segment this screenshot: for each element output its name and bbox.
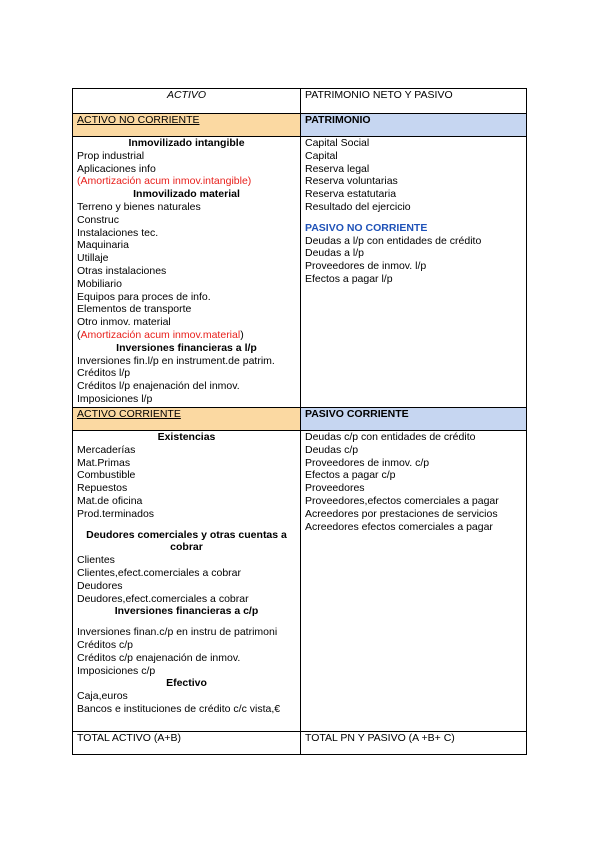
activo-corriente-heading: ACTIVO CORRIENTE [73, 408, 301, 431]
body-row-1 [73, 137, 527, 408]
list-item: Mat.de oficina [77, 494, 143, 507]
list-item: Efectos a pagar l/p [305, 272, 393, 285]
list-item: Mat.Primas [77, 456, 131, 469]
total-activo: TOTAL ACTIVO (A+B) [73, 732, 301, 755]
list-item: Créditos c/p [77, 638, 134, 651]
list-item: Inversiones fin.l/p en instrument.de patrim. [77, 354, 275, 367]
list-item: Bancos e instituciones de crédito c/c vista,€ [77, 702, 281, 715]
pasivo-corriente-heading: PASIVO CORRIENTE [301, 408, 527, 431]
amort-material: (Amortización acum inmov.material) [77, 328, 244, 341]
list-item: Créditos l/p [77, 367, 131, 380]
header-row [73, 89, 527, 114]
anc-cell [73, 137, 301, 408]
list-item: Deudores [77, 579, 123, 592]
list-item: Combustible [77, 469, 136, 482]
deudores-heading: Deudores comerciales y otras cuentas a cobrar [86, 528, 287, 554]
list-item: Elementos de transporte [77, 303, 192, 316]
pc-cell [301, 431, 527, 732]
section-row-1 [73, 114, 527, 137]
activo-header: ACTIVO [73, 89, 301, 114]
list-item: Deudas c/p con entidades de crédito [305, 431, 476, 443]
list-item: Acreedores efectos comerciales a pagar [305, 520, 493, 533]
list-item: Mercaderías [77, 443, 136, 456]
list-item: Acreedores por prestaciones de servicios [305, 507, 498, 520]
patrimonio-cell [301, 137, 527, 408]
section-row-2 [73, 408, 527, 431]
list-item: Maquinaria [77, 239, 129, 252]
list-item: Deudores,efect.comerciales a cobrar [77, 592, 249, 605]
efectivo-heading: Efectivo [166, 677, 207, 690]
total-pasivo: TOTAL PN Y PASIVO (A +B+ C) [301, 732, 527, 755]
list-item: Capital [305, 149, 338, 162]
balance-table [72, 88, 527, 755]
list-item: Clientes [77, 554, 115, 567]
list-item: Construc [77, 213, 120, 226]
list-item: Equipos para proces de info. [77, 290, 211, 303]
amort-intangible: (Amortización acum inmov.intangible) [77, 175, 252, 188]
inv-fin-cp-heading: Inversiones financieras a c/p [114, 605, 259, 618]
list-item: Prod.terminados [77, 507, 155, 520]
ac-cell [73, 431, 301, 732]
list-item: Otro inmov. material [77, 316, 171, 329]
list-item: Créditos l/p enajenación del inmov. [77, 380, 240, 393]
list-item: Capital Social [305, 137, 370, 149]
inmov-material-heading: Inmovilizado material [133, 188, 240, 201]
patrimonio-heading: PATRIMONIO [301, 114, 527, 137]
existencias-heading: Existencias [157, 431, 216, 443]
list-item: Otras instalaciones [77, 264, 167, 277]
pasivo-header: PATRIMONIO NETO Y PASIVO [301, 89, 527, 114]
list-item: Aplicaciones info [77, 162, 156, 175]
inv-fin-lp-heading: Inversiones financieras a l/p [116, 341, 257, 354]
list-item: Proveedores de inmov. l/p [305, 260, 427, 273]
list-item: Proveedores de inmov. c/p [305, 456, 430, 469]
list-item: Efectos a pagar c/p [305, 469, 396, 482]
activo-no-corriente-heading: ACTIVO NO CORRIENTE [73, 114, 301, 137]
inmov-intangible-heading: Inmovilizado intangible [128, 137, 245, 149]
list-item: Reserva voluntarias [305, 175, 398, 188]
list-item: Proveedores,efectos comerciales a pagar [305, 494, 499, 507]
list-item: Prop industrial [77, 149, 145, 162]
list-item: Deudas a l/p [305, 247, 364, 260]
list-item: Repuestos [77, 482, 128, 495]
list-item: Caja,euros [77, 690, 128, 703]
list-item: Imposiciones c/p [77, 664, 156, 677]
list-item: Proveedores [305, 482, 365, 495]
pasivo-no-corriente-heading: PASIVO NO CORRIENTE [305, 221, 428, 234]
body-row-2 [73, 431, 527, 732]
list-item: Mobiliario [77, 277, 122, 290]
list-item: Reserva estatutaria [305, 188, 397, 201]
list-item: Deudas c/p [305, 443, 359, 456]
list-item: Instalaciones tec. [77, 226, 159, 239]
list-item: Créditos c/p enajenación de inmov. [77, 651, 241, 664]
list-item: Utillaje [77, 252, 109, 265]
totals-row [73, 732, 527, 755]
list-item: Imposiciones l/p [77, 392, 153, 405]
list-item: Resultado del ejercicio [305, 200, 411, 213]
list-item: Terreno y bienes naturales [77, 200, 201, 213]
list-item: Inversiones finan.c/p en instru de patrimoni [77, 626, 278, 639]
list-item: Deudas a l/p con entidades de crédito [305, 234, 482, 247]
list-item: Reserva legal [305, 162, 370, 175]
list-item: Clientes,efect.comerciales a cobrar [77, 566, 241, 579]
